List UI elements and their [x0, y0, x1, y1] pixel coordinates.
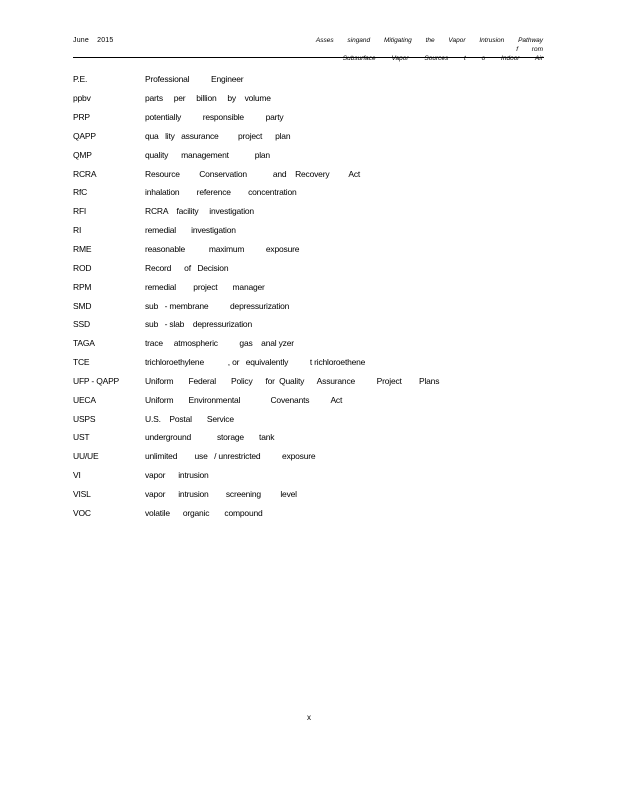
acronym-definition: vapor intrusion — [145, 470, 209, 481]
acronym-term: PRP — [73, 112, 90, 123]
acronym-term: UECA — [73, 394, 96, 405]
acronym-definition: RCRA facility investigation — [145, 206, 254, 217]
acronym-row — [73, 390, 544, 409]
acronym-definition: remedial investigation — [145, 225, 236, 236]
acronym-definition: sub - slab depressurization — [145, 319, 252, 330]
acronym-row — [73, 466, 544, 485]
acronym-definition: unlimited use / unrestricted exposure — [145, 451, 316, 462]
acronym-term: SSD — [73, 319, 90, 330]
acronym-row — [73, 409, 544, 428]
acronym-row — [73, 315, 544, 334]
acronym-row — [73, 164, 544, 183]
acronym-list — [73, 70, 544, 522]
acronym-row — [73, 503, 544, 522]
acronym-definition: Professional Engineer — [145, 74, 244, 85]
acronym-term: VI — [73, 470, 81, 481]
acronym-term: UST — [73, 432, 90, 443]
acronym-term: TCE — [73, 357, 90, 368]
acronym-definition: quality management plan — [145, 149, 270, 160]
acronym-row — [73, 258, 544, 277]
acronym-term: USPS — [73, 413, 96, 424]
acronym-definition: Uniform Federal Policy for Quality Assurance Project Plans — [145, 375, 440, 386]
acronym-term: QAPP — [73, 130, 96, 141]
acronym-definition: Record of Decision — [145, 262, 229, 273]
acronym-definition: sub - membrane depressurization — [145, 300, 290, 311]
acronym-term: P.E. — [73, 74, 88, 85]
acronym-term: SMD — [73, 300, 92, 311]
acronym-term: UFP - QAPP — [73, 375, 120, 386]
acronym-term: RI — [73, 225, 82, 236]
acronym-term: ppbv — [73, 93, 91, 104]
acronym-definition: reasonable maximum exposure — [145, 244, 300, 255]
acronym-definition: inhalation reference concentration — [145, 187, 297, 198]
acronym-term: RME — [73, 244, 92, 255]
header-title-line1: Asses singand Mitigating the Vapor Intrusion Pathway f rom — [315, 37, 543, 53]
acronym-row — [73, 108, 544, 127]
acronym-row — [73, 183, 544, 202]
acronym-row — [73, 372, 544, 391]
acronym-definition: U.S. Postal Service — [145, 413, 234, 424]
acronym-row — [73, 334, 544, 353]
acronym-definition: volatile organic compound — [145, 507, 263, 518]
acronym-row — [73, 428, 544, 447]
acronym-term: RFI — [73, 206, 87, 217]
acronym-term: TAGA — [73, 338, 95, 349]
acronym-definition: remedial project manager — [145, 281, 265, 292]
acronym-definition: qua lity assurance project plan — [145, 130, 291, 141]
header-divider — [73, 57, 544, 58]
acronym-term: RfC — [73, 187, 88, 198]
acronym-row — [73, 127, 544, 146]
acronym-term: RPM — [73, 281, 92, 292]
acronym-row — [73, 221, 544, 240]
acronym-row — [73, 296, 544, 315]
acronym-term: VOC — [73, 507, 91, 518]
header-title — [303, 36, 543, 63]
acronym-row — [73, 277, 544, 296]
acronym-term: QMP — [73, 149, 92, 160]
acronym-row — [73, 89, 544, 108]
acronym-definition: vapor intrusion screening level — [145, 488, 297, 499]
acronym-row — [73, 485, 544, 504]
header-title-line2: Subsurface Vapor Sources t o Indoor Air — [342, 55, 543, 62]
acronym-row — [73, 353, 544, 372]
acronym-term: UU/UE — [73, 451, 99, 462]
acronym-term: ROD — [73, 262, 92, 273]
acronym-definition: parts per billion by volume — [145, 93, 271, 104]
acronym-row — [73, 202, 544, 221]
acronym-row — [73, 240, 544, 259]
acronym-row — [73, 145, 544, 164]
page-number: x — [307, 713, 311, 722]
header-date: June 2015 — [73, 37, 114, 44]
acronym-definition: Resource Conservation and Recovery Act — [145, 168, 361, 179]
acronym-definition: trace atmospheric gas anal yzer — [145, 338, 294, 349]
acronym-definition: potentially responsible party — [145, 112, 284, 123]
acronym-term: RCRA — [73, 168, 97, 179]
acronym-definition: trichloroethylene , or equivalently t richloroethene — [145, 357, 366, 368]
acronym-definition: underground storage tank — [145, 432, 275, 443]
acronym-row — [73, 70, 544, 89]
acronym-definition: Uniform Environmental Covenants Act — [145, 394, 343, 405]
acronym-row — [73, 447, 544, 466]
acronym-term: VISL — [73, 488, 91, 499]
